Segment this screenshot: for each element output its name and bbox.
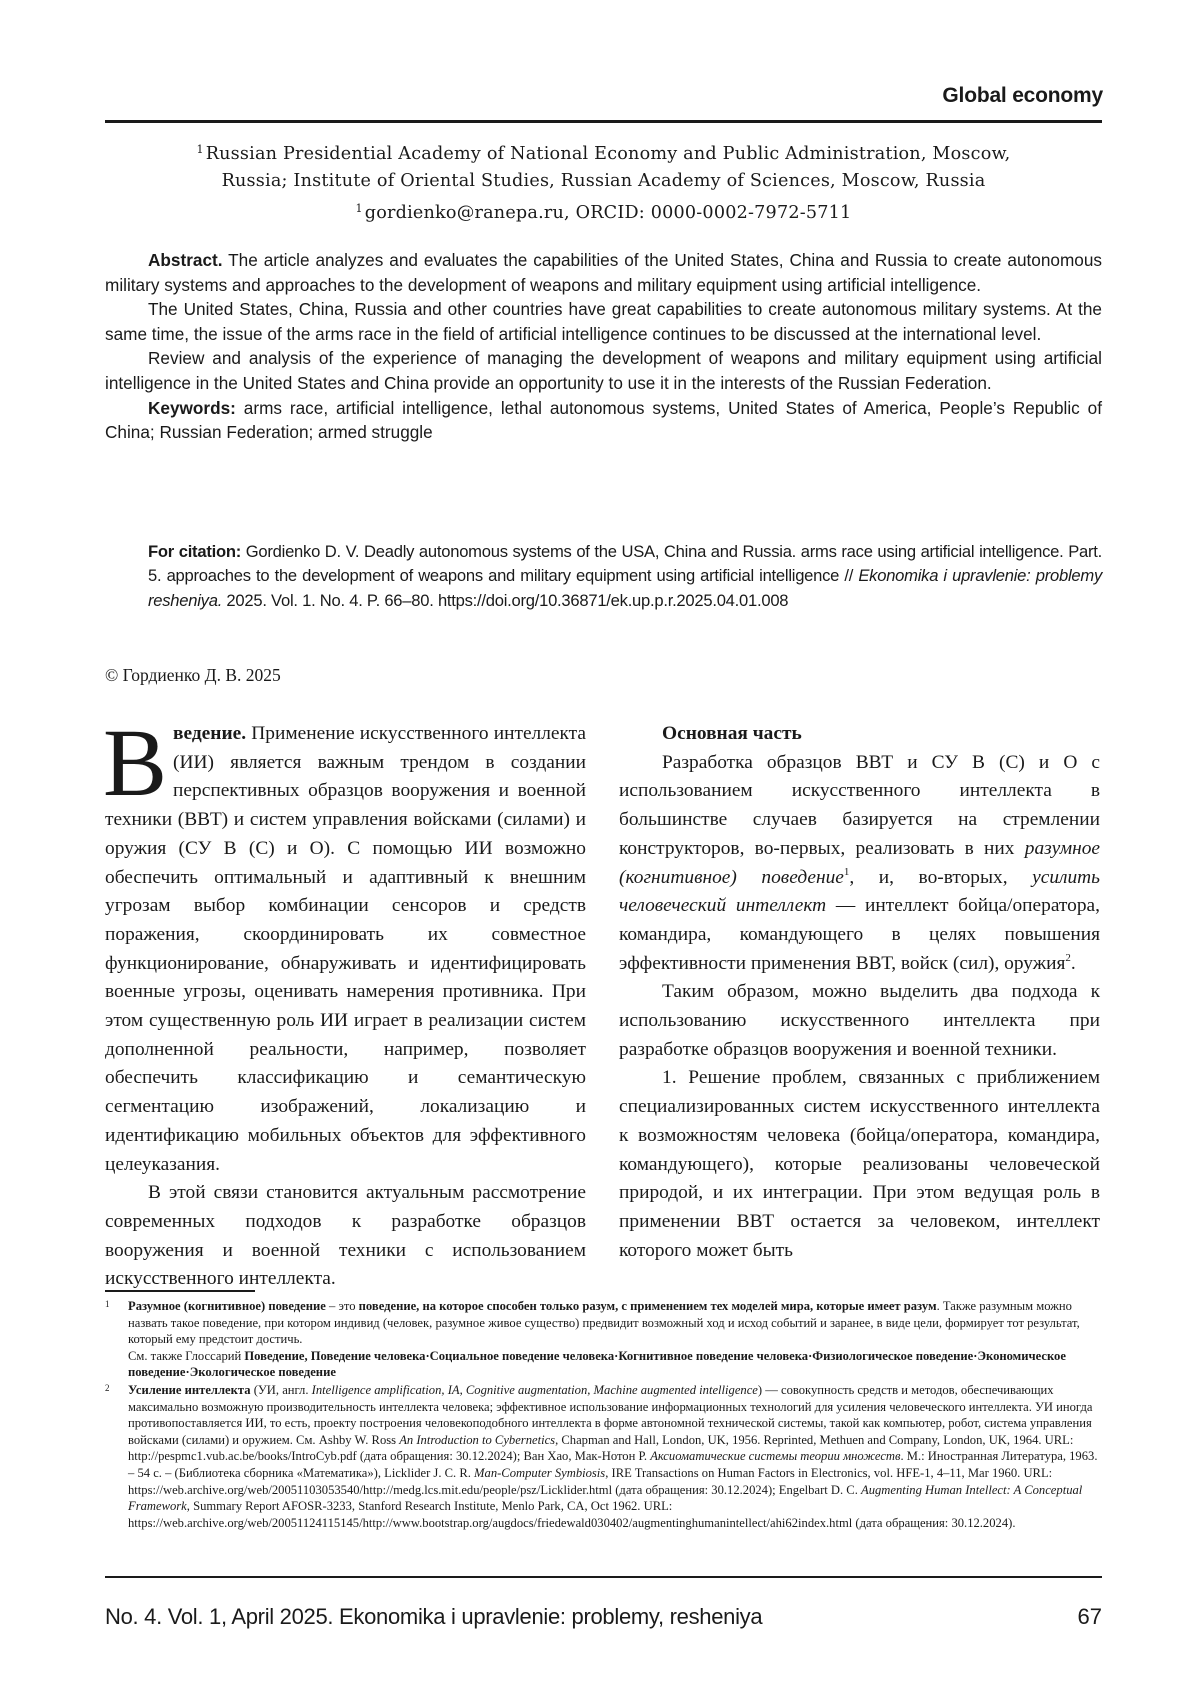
keywords: Keywords: arms race, artificial intelligence, lethal autonomous systems, United States of America, People’s Republic of China; Russian Federation; armed struggle [105,397,1102,443]
footnote-ref-1[interactable]: 1 [843,865,850,878]
affiliation-line-2: Russia; Institute of Oriental Studies, Russian Academy of Sciences, Moscow, Russia [221,171,986,191]
footnote-number: 2 [105,1382,110,1393]
body-paragraph: Таким образом, можно выделить два подхода к использованию искусственного интеллекта при разработке образцов вооружения и военной техники. [619,981,1100,1060]
footer-journal-info: No. 4. Vol. 1, April 2025. Ekonomika i upravlenie: problemy, resheniya [105,1604,763,1629]
citation-label: For citation: [148,542,241,561]
affiliation-line-1: $^1$ Russian Presidential Academy of National Economy and Public Administration, Moscow, [196,143,1011,164]
footnote-2: 2 Усиление интеллекта (УИ, англ. Intelligence amplification, IA, Cognitive augmentation, Machine augmented intelligence) — совокупность средств и методов, обеспечивающих максимально возможную производительность интеллекта человека; эффективное использование информационных технологий для усиления человеческого интеллекта. УИ иногда противопоставляется ИИ, то есть, проекту построения человекоподобного интеллекта в форме автономной технической системы, такой как компьютер, робот, система управления войсками (силами) и оружием. См. Ashby W. Ross An Introduction to Cybernetics, Chapman and Hall, London, UK, 1956. Reprinted, Methuen and Company, London, UK, 1964. URL: http://pespmc1.vub.ac.be/books/IntroCyb.pdf (дата обращения: 30.12.2024); Ван Хао, Мак-Нотон Р. Аксиоматические системы теории множеств. М.: Иностранная Литература, 1963. – 54 с. – (Библиотека сборника «Математика»), Licklider J. C. R. Man-Computer Symbiosis, IRE Transactions on Human Factors in Electronics, vol. HFE-1, 4–11, Mar 1960. URL: https://web.archive.org/web/20051103053540/http://medg.lcs.mit.edu/people/psz/Licklider.html (дата обращения: 30.12.2024); Engelbart D. C. Augmenting Human Intellect: A Conceptual Framework, Summary Report AFOSR-3233, Stanford Research Institute, Menlo Park, CA, Oct 1962. URL: https://web.archive.org/web/20051124115145/http://www.bootstrap.org/augdocs/friedewald030402/augmentinghumanintellect/ahi62index.html (дата обращения: 30.12.2024). [105,1382,1098,1530]
term-cognitive-behavior: разумное (когнитивное) поведение [619,837,1100,888]
citation-block: For citation: Gordienko D. V. Deadly autonomous systems of the USA, China and Russia. arms race using artificial intelligence. Part. 5. approaches to the development of weapons and military equipment using artificial intelligence // Ekonomika i upravlenie: problemy resheniya. 2025. Vol. 1. No. 4. P. 66–80. https://doi.org/10.36871/ek.up.p.r.2025.04.01.008 [148,542,1102,610]
body-paragraph: Разработка образцов ВВТ и СУ В (С) и О с использованием искусственного интеллекта в большинстве случаев базируется на стремлении конструкторов, во-первых, реализовать в них разумное (когнитивное) поведение$^1$, и, во-вторых, усилить человеческий интеллект — интеллект бойца/оператора, командира, командующего в целях повышения эффективности применения ВВТ, войск (сил), оружия$^2$. [619,751,1100,974]
glossary-links[interactable]: Поведение, Поведение человека·Социальное поведение человека·Когнитивное поведение человека·Физиологическое поведение·Экономическое поведение·Экологическое поведение [128,1348,1066,1380]
footnote-separator [105,1290,255,1292]
header-rule [105,120,1102,123]
body-column-left [103,709,586,1294]
abstract-paragraph-2: The United States, China, Russia and other countries have great capabilities to create autonomous military systems. At the same time, the issue of the arms race in the field of artificial intelligence continues to be discussed at the international level. [105,299,1102,344]
author-contact [105,195,1102,227]
body-paragraph: 1. Решение проблем, связанных с приближением специализированных систем искусственного интеллекта к возможностям человека (бойца/оператора, командира, командующего), которые реализованы человеческой природой, и их интеграции. При этом ведущая роль в применении ВВТ остается за человеком, интеллект которого может быть [619,1067,1100,1261]
keywords-label: Keywords: [148,397,236,418]
footer-rule [105,1576,1102,1578]
footnote-number: 1 [105,1299,110,1309]
abstract-paragraph-3: Review and analysis of the experience of managing the development of weapons and military equipment using artificial intelligence in the United States and China provide an opportunity to use it in the interests of the Russian Federation. [105,348,1102,393]
citation-doi[interactable]: 2025. Vol. 1. No. 4. P. 66–80. https://doi.org/10.36871/ek.up.p.r.2025.04.01.008 [222,590,789,610]
running-head-section: Global economy [942,84,1103,107]
footnote-ref-2[interactable]: 2 [1065,951,1071,964]
affiliation-marker: 1 [196,143,204,156]
abstract-paragraph-1: Abstract. The article analyzes and evaluates the capabilities of the United States, China and Russia to create autonomous military systems and approaches to the development of weapons and military equipment using artificial intelligence. [105,250,1102,295]
journal-name: Ekonomika i upravlenie: problemy resheniya. [148,566,1102,610]
footnote-1: 1 Разумное (когнитивное) поведение – это поведение, на которое способен только разум, с применением тех моделей мира, которые имеет разум. Также разумным можно назвать такое поведение, при котором индивид (человек, разумное живое существо) предвидит возможный ход и исход событий и заранее, в виде цели, формирует тот результат, который ему предстоит достичь. См. также Глоссарий Поведение, Поведение человека·Социальное поведение человека·Когнитивное поведение человека·Физиологическое поведение·Экономическое поведение·Экологическое поведение [105,1299,1080,1380]
term-intelligence-amplification: усилить человеческий интеллект [619,866,1100,917]
intro-paragraph: Введение. Применение искусственного интеллекта (ИИ) является важным трендом в создании перспективных образцов вооружения и военной техники (ВВТ) и систем управления войсками (силами) и оружия (СУ В (С) и О). С помощью ИИ возможно обеспечить оптимальный и адаптивный к внешним угрозам выбор комбинации сенсоров и средств поражения, скоординировать их совместное функционирование, обнаруживать и идентифицировать военные угрозы, оценивать намерения противника. При этом существенную роль ИИ играет в реализации систем дополненной реальности, например, позволяет обеспечить классификацию и семантическую сегментацию изображений, локализацию и идентификацию мобильных объектов для эффективного целеуказания. [103,709,586,1175]
footnotes [105,1298,1102,1532]
body-column-right [619,720,1100,1265]
drop-cap: В [103,709,168,816]
page-number: 67 [1077,1604,1102,1629]
section-heading: Основная часть [662,723,802,744]
intro-heading: ведение. [173,723,247,744]
copyright: © Гордиенко Д. В. 2025 [105,665,281,685]
body-paragraph: В этой связи становится актуальным рассмотрение современных подходов к разработке образцов вооружения и военной техники с использованием искусственного интеллекта. [105,1182,586,1290]
email-orcid: gordienko@ranepa.ru, ORCID: 0000-0002-7972-5711 [364,203,852,223]
abstract-block [105,248,1102,445]
contact-marker: 1 [355,202,363,215]
author-affiliation [105,136,1102,227]
abstract-label: Abstract. [148,250,223,270]
